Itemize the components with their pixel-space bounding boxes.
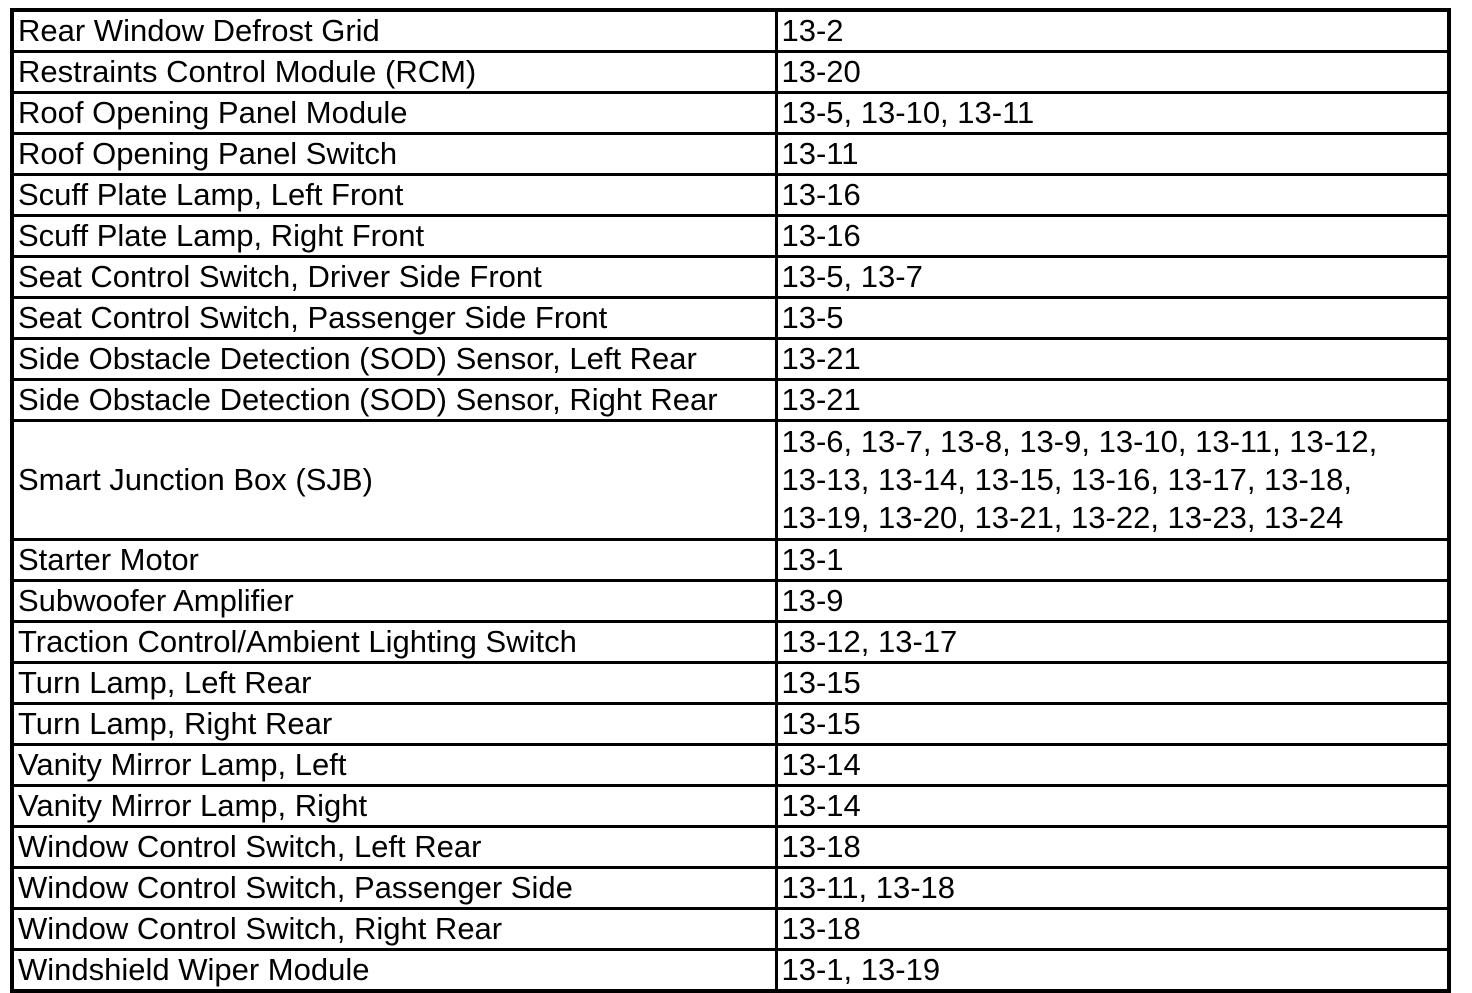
page-reference-cell: 13-11 <box>776 134 1449 175</box>
component-name-cell: Roof Opening Panel Switch <box>12 134 776 175</box>
component-name-cell: Subwoofer Amplifier <box>12 581 776 622</box>
table-row <box>12 52 1449 93</box>
component-name-cell: Window Control Switch, Left Rear <box>12 827 776 868</box>
table-row <box>12 622 1449 663</box>
page-reference-cell: 13-20 <box>776 52 1449 93</box>
page-reference-cell: 13-16 <box>776 175 1449 216</box>
page-reference-cell: 13-18 <box>776 909 1449 950</box>
page-reference-cell: 13-16 <box>776 216 1449 257</box>
page-reference-cell: 13-18 <box>776 827 1449 868</box>
component-name-cell: Scuff Plate Lamp, Right Front <box>12 216 776 257</box>
table-row <box>12 786 1449 827</box>
page-reference-cell: 13-2 <box>776 10 1449 52</box>
component-name-cell: Smart Junction Box (SJB) <box>12 421 776 540</box>
table-row <box>12 909 1449 950</box>
component-name-cell: Restraints Control Module (RCM) <box>12 52 776 93</box>
page-reference-cell: 13-1, 13-19 <box>776 950 1449 992</box>
table-row <box>12 581 1449 622</box>
page-reference-cell: 13-21 <box>776 339 1449 380</box>
table-body <box>12 10 1449 991</box>
table-row <box>12 380 1449 421</box>
component-name-cell: Vanity Mirror Lamp, Right <box>12 786 776 827</box>
page-reference-cell: 13-6, 13-7, 13-8, 13-9, 13-10, 13-11, 13-12, 13-13, 13-14, 13-15, 13-16, 13-17, 13-18, 13-19, 13-20, 13-21, 13-22, 13-23, 13-24 <box>776 421 1449 540</box>
page-reference-cell: 13-9 <box>776 581 1449 622</box>
component-name-cell: Scuff Plate Lamp, Left Front <box>12 175 776 216</box>
table-row <box>12 540 1449 581</box>
table-row <box>12 663 1449 704</box>
component-name-cell: Starter Motor <box>12 540 776 581</box>
component-name-cell: Rear Window Defrost Grid <box>12 10 776 52</box>
component-index-table <box>10 8 1451 993</box>
component-name-cell: Roof Opening Panel Module <box>12 93 776 134</box>
table-row <box>12 950 1449 992</box>
table-row <box>12 216 1449 257</box>
page-reference-cell: 13-15 <box>776 704 1449 745</box>
table-row <box>12 10 1449 52</box>
page-reference-cell: 13-5, 13-10, 13-11 <box>776 93 1449 134</box>
component-name-cell: Turn Lamp, Right Rear <box>12 704 776 745</box>
page-reference-cell: 13-14 <box>776 786 1449 827</box>
component-name-cell: Seat Control Switch, Passenger Side Front <box>12 298 776 339</box>
table-row <box>12 257 1449 298</box>
component-name-cell: Traction Control/Ambient Lighting Switch <box>12 622 776 663</box>
component-name-cell: Window Control Switch, Right Rear <box>12 909 776 950</box>
table-row <box>12 339 1449 380</box>
table-row <box>12 298 1449 339</box>
table-row <box>12 827 1449 868</box>
component-name-cell: Seat Control Switch, Driver Side Front <box>12 257 776 298</box>
page-reference-cell: 13-14 <box>776 745 1449 786</box>
table-row <box>12 704 1449 745</box>
table-row <box>12 134 1449 175</box>
table-row <box>12 175 1449 216</box>
component-name-cell: Side Obstacle Detection (SOD) Sensor, Left Rear <box>12 339 776 380</box>
component-name-cell: Windshield Wiper Module <box>12 950 776 992</box>
page-reference-cell: 13-12, 13-17 <box>776 622 1449 663</box>
table-row <box>12 421 1449 540</box>
page-reference-cell: 13-11, 13-18 <box>776 868 1449 909</box>
component-name-cell: Turn Lamp, Left Rear <box>12 663 776 704</box>
table-row <box>12 745 1449 786</box>
page-reference-cell: 13-21 <box>776 380 1449 421</box>
page-reference-cell: 13-5, 13-7 <box>776 257 1449 298</box>
page-reference-cell: 13-5 <box>776 298 1449 339</box>
component-name-cell: Side Obstacle Detection (SOD) Sensor, Right Rear <box>12 380 776 421</box>
table-row <box>12 93 1449 134</box>
table-row <box>12 868 1449 909</box>
component-name-cell: Vanity Mirror Lamp, Left <box>12 745 776 786</box>
component-name-cell: Window Control Switch, Passenger Side <box>12 868 776 909</box>
page-reference-cell: 13-1 <box>776 540 1449 581</box>
page-reference-cell: 13-15 <box>776 663 1449 704</box>
